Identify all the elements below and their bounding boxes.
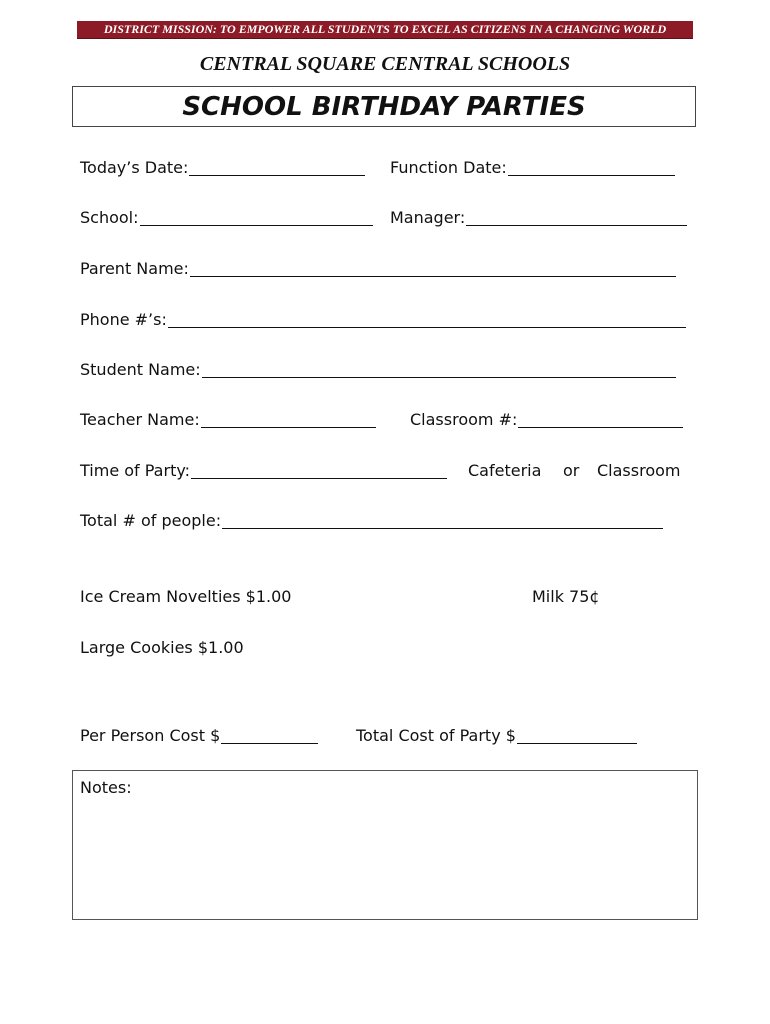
school-label: School: <box>80 208 139 227</box>
manager-label: Manager: <box>390 208 466 227</box>
todays-date-line[interactable] <box>189 175 365 176</box>
classroom-number-label: Classroom #: <box>410 410 518 429</box>
parent-name-label: Parent Name: <box>80 259 189 278</box>
classroom-number-line[interactable] <box>518 427 683 428</box>
district-mission-banner: DISTRICT MISSION: TO EMPOWER ALL STUDENTS TO EXCEL AS CITIZENS IN A CHANGING WORLD <box>77 21 693 39</box>
per-person-cost-line[interactable] <box>221 743 318 744</box>
manager-field[interactable] <box>390 208 687 228</box>
total-people-line[interactable] <box>222 528 663 529</box>
function-date-label: Function Date: <box>390 158 507 177</box>
per-person-cost-label: Per Person Cost $ <box>80 726 221 745</box>
location-option-classroom[interactable]: Classroom <box>597 461 681 480</box>
school-field[interactable] <box>80 208 373 228</box>
total-people-field[interactable] <box>80 511 663 531</box>
teacher-name-field[interactable] <box>80 410 376 430</box>
title-box <box>72 86 696 127</box>
total-cost-field[interactable] <box>356 726 637 746</box>
notes-box[interactable] <box>72 770 698 920</box>
parent-name-field[interactable] <box>80 259 676 279</box>
form-title: SCHOOL BIRTHDAY PARTIES <box>182 92 586 122</box>
time-of-party-label: Time of Party: <box>80 461 191 480</box>
function-date-field[interactable] <box>390 158 675 178</box>
todays-date-field[interactable] <box>80 158 365 178</box>
location-or-text: or <box>563 461 580 480</box>
student-name-line[interactable] <box>202 377 676 378</box>
parent-name-line[interactable] <box>190 276 676 277</box>
total-cost-label: Total Cost of Party $ <box>356 726 516 745</box>
teacher-name-label: Teacher Name: <box>80 410 200 429</box>
classroom-number-field[interactable] <box>410 410 683 430</box>
district-name: CENTRAL SQUARE CENTRAL SCHOOLS <box>199 53 571 75</box>
time-of-party-line[interactable] <box>191 478 447 479</box>
ice-cream-item: Ice Cream Novelties $1.00 <box>80 587 292 606</box>
phone-label: Phone #’s: <box>80 310 167 329</box>
notes-label: Notes: <box>80 778 132 797</box>
location-option-cafeteria[interactable]: Cafeteria <box>468 461 542 480</box>
school-line[interactable] <box>140 225 373 226</box>
time-of-party-field[interactable] <box>80 461 447 481</box>
per-person-cost-field[interactable] <box>80 726 318 746</box>
phone-field[interactable] <box>80 310 686 330</box>
total-people-label: Total # of people: <box>80 511 222 530</box>
teacher-name-line[interactable] <box>201 427 376 428</box>
student-name-field[interactable] <box>80 360 676 380</box>
function-date-line[interactable] <box>508 175 675 176</box>
phone-line[interactable] <box>168 327 686 328</box>
milk-item: Milk 75¢ <box>532 587 600 606</box>
manager-line[interactable] <box>466 225 687 226</box>
student-name-label: Student Name: <box>80 360 201 379</box>
total-cost-line[interactable] <box>517 743 637 744</box>
cookies-item: Large Cookies $1.00 <box>80 638 244 657</box>
todays-date-label: Today’s Date: <box>80 158 189 177</box>
